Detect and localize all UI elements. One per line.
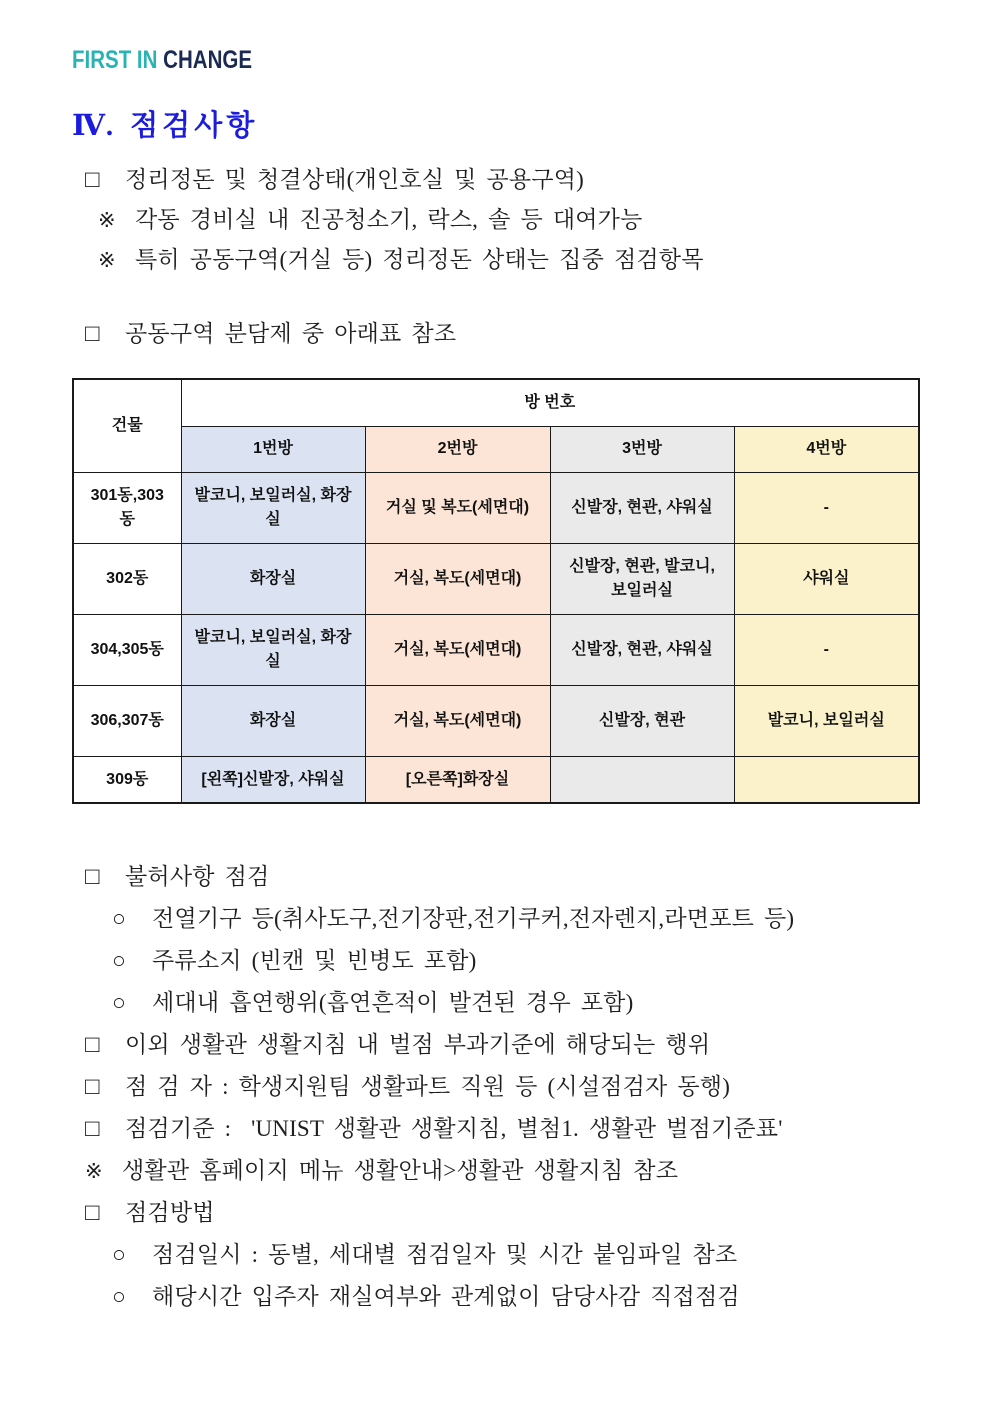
list-item-text: 해당시간 입주자 재실여부와 관계없이 담당사감 직접점검 <box>152 1284 740 1309</box>
list-item-text: 점검방법 <box>125 1200 215 1225</box>
list-item-text: 주류소지 (빈캔 및 빈병도 포함) <box>152 948 477 973</box>
list-item-text: 이외 생활관 생활지침 내 벌점 부과기준에 해당되는 행위 <box>125 1032 711 1057</box>
list-item <box>72 1234 920 1276</box>
duty-cell: 화장실 <box>181 543 365 614</box>
logo-change-text: CHANGE <box>163 46 253 74</box>
duty-cell: 발코니, 보일러실 <box>734 685 919 756</box>
duty-cell: 거실, 복도(세면대) <box>365 685 550 756</box>
list-item-text: 전열기구 등(취사도구,전기장판,전기쿠커,전자렌지,라면포트 등) <box>152 906 795 931</box>
duty-cell: [오른쪽]화장실 <box>365 756 550 803</box>
table-row <box>73 685 919 756</box>
duty-cell: 발코니, 보일러실, 화장실 <box>181 614 365 685</box>
reference-mark-icon: ※ <box>98 248 116 272</box>
col-header-room4: 4번방 <box>734 426 919 472</box>
checkbox-icon: □ <box>85 1200 100 1226</box>
list-item <box>72 856 920 898</box>
bottom-list <box>72 856 920 1318</box>
duty-cell <box>550 756 734 803</box>
building-cell: 302동 <box>73 543 181 614</box>
list-item <box>72 200 920 240</box>
circle-bullet-icon: ○ <box>112 990 127 1015</box>
checkbox-icon: □ <box>85 864 100 890</box>
section-title <box>72 103 920 144</box>
building-cell: 306,307동 <box>73 685 181 756</box>
table-row <box>73 614 919 685</box>
list-item-text: 점검기준 : 'UNIST 생활관 생활지침, 별첨1. 생활관 벌점기준표' <box>125 1116 783 1141</box>
table-row <box>73 543 919 614</box>
table-intro-line <box>72 314 920 354</box>
list-item-text: 세대내 흡연행위(흡연흔적이 발견된 경우 포함) <box>152 990 634 1015</box>
building-cell: 301동,303동 <box>73 472 181 543</box>
duty-cell: 신발장, 현관 <box>550 685 734 756</box>
list-item-text: 공동구역 분담제 중 아래표 참조 <box>125 321 457 346</box>
section-title-text: 점검사항 <box>130 110 259 142</box>
checkbox-icon: □ <box>85 167 100 193</box>
reference-mark-icon: ※ <box>85 1159 103 1183</box>
checkbox-icon: □ <box>85 1032 100 1058</box>
list-item <box>72 240 920 280</box>
circle-bullet-icon: ○ <box>112 1242 127 1267</box>
duty-cell: 화장실 <box>181 685 365 756</box>
list-item-text: 정리정돈 및 청결상태(개인호실 및 공용구역) <box>125 167 585 192</box>
list-item-text: 점검일시 : 동별, 세대별 점검일자 및 시간 붙임파일 참조 <box>152 1242 738 1267</box>
list-item-text: 불허사항 점검 <box>125 864 270 889</box>
list-item <box>72 940 920 982</box>
list-item <box>72 982 920 1024</box>
table-group-header: 방 번호 <box>181 379 919 426</box>
table-row <box>73 472 919 543</box>
list-item-text: 생활관 홈페이지 메뉴 생활안내>생활관 생활지침 참조 <box>122 1158 679 1183</box>
col-header-room3: 3번방 <box>550 426 734 472</box>
duty-cell: 신발장, 현관, 샤워실 <box>550 472 734 543</box>
section-numeral: Ⅳ. <box>72 110 115 142</box>
list-item <box>72 160 920 200</box>
list-item-text: 점 검 자 : 학생지원팀 생활파트 직원 등 (시설점검자 동행) <box>125 1074 731 1099</box>
checkbox-icon: □ <box>85 321 100 347</box>
list-item <box>72 1024 920 1066</box>
duty-cell: - <box>734 614 919 685</box>
reference-mark-icon: ※ <box>98 208 116 232</box>
circle-bullet-icon: ○ <box>112 1284 127 1309</box>
duty-cell: - <box>734 472 919 543</box>
duty-cell: 신발장, 현관, 발코니, 보일러실 <box>550 543 734 614</box>
duty-cell: 샤워실 <box>734 543 919 614</box>
table-header-row <box>73 379 919 426</box>
duty-cell: 신발장, 현관, 샤워실 <box>550 614 734 685</box>
list-item <box>72 1108 920 1150</box>
duty-cell: 거실, 복도(세면대) <box>365 543 550 614</box>
list-item <box>72 898 920 940</box>
duty-cell: [왼쪽]신발장, 샤워실 <box>181 756 365 803</box>
circle-bullet-icon: ○ <box>112 948 127 973</box>
list-item <box>72 1276 920 1318</box>
checkbox-icon: □ <box>85 1116 100 1142</box>
logo-first-in-text: FIRST IN <box>72 46 158 74</box>
list-item <box>72 1066 920 1108</box>
col-header-room2: 2번방 <box>365 426 550 472</box>
duty-cell: 거실, 복도(세면대) <box>365 614 550 685</box>
intro-list <box>72 160 920 280</box>
building-cell: 309동 <box>73 756 181 803</box>
col-header-room1: 1번방 <box>181 426 365 472</box>
duty-cell: 거실 및 복도(세면대) <box>365 472 550 543</box>
common-area-duty-table <box>72 378 920 804</box>
table-row <box>73 756 919 803</box>
list-item-text: 각동 경비실 내 진공청소기, 락스, 솔 등 대여가능 <box>135 207 643 232</box>
duty-cell <box>734 756 919 803</box>
table-corner-header: 건물 <box>73 379 181 472</box>
checkbox-icon: □ <box>85 1074 100 1100</box>
circle-bullet-icon: ○ <box>112 906 127 931</box>
logo <box>72 46 767 75</box>
list-item <box>72 1150 920 1192</box>
list-item-text: 특히 공동구역(거실 등) 정리정돈 상태는 집중 점검항목 <box>135 247 704 272</box>
building-cell: 304,305동 <box>73 614 181 685</box>
list-item <box>72 1192 920 1234</box>
table-subheader-row <box>73 426 919 472</box>
duty-cell: 발코니, 보일러실, 화장실 <box>181 472 365 543</box>
